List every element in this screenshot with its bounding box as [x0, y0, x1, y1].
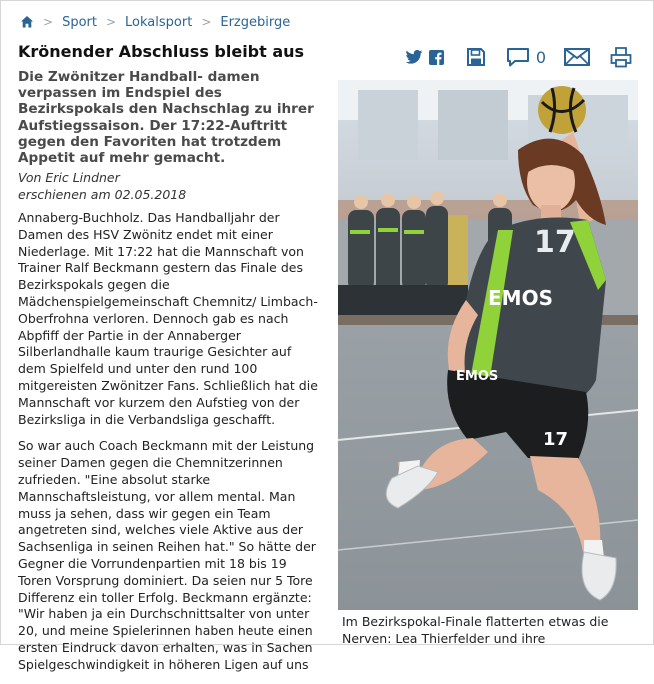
chevron-right-icon: > [105, 15, 117, 29]
shorts-sponsor-text: EMOS [456, 369, 499, 384]
twitter-icon [405, 50, 423, 64]
home-icon[interactable] [20, 15, 34, 29]
save-button[interactable] [466, 47, 486, 67]
article-date: erschienen am 02.05.2018 [18, 187, 187, 202]
handball-player-photo [338, 80, 638, 610]
email-share-button[interactable] [564, 48, 590, 66]
print-icon [610, 46, 632, 68]
jersey-sponsor-text: EMOS [488, 286, 553, 310]
mail-icon [564, 48, 590, 66]
breadcrumb-link-lokalsport[interactable]: Lokalsport [125, 14, 193, 30]
comments-button[interactable] [506, 47, 546, 67]
photo-caption: Im Bezirkspokal-Finale flatterten etwas die Nerven: Lea Thierfelder und ihre [342, 614, 609, 646]
shorts-number: 17 [543, 429, 569, 450]
facebook-share-button[interactable] [429, 50, 444, 65]
jersey-number: 17 [534, 225, 576, 260]
article-photo[interactable] [338, 80, 638, 610]
breadcrumb [20, 12, 290, 32]
comment-icon [506, 47, 530, 67]
print-button[interactable] [610, 46, 632, 68]
article-author: Von Eric Lindner [18, 170, 120, 185]
twitter-share-button[interactable] [405, 50, 423, 64]
article-lead: Die Zwönitzer Handball- damen verpassen im Endspiel des Bezirkspokals den Nachschlag zu ihrer Aufstiegssaison. Der 17:22-Auftritt gegen den Favoriten hat trotzdem Appetit auf mehr gemacht. [18, 69, 314, 167]
share-toolbar [391, 46, 632, 68]
article-paragraph: Annaberg-Buchholz. Das Handballjahr der Damen des HSV Zwönitz endet mit einer Niederlage. Mit 17:22 hat die Mannschaft von Trainer Ralf Beckmann gestern das Finale des Bezirkspokals gegen die Mädchenspielgemeinschaft Chemnitz/ Limbach-Oberfrohna verloren. Dennoch gab es nach Abpfiff der Partie in der Annaberger Silberlandhalle kaum traurige Gesichter auf dem Spielfeld und unter den rund 100 mitgereisten Zwönitzer Fans. Schließlich hat die Mannschaft vor kurzem den Aufstieg von der Bezirksliga in die Verbandsliga geschafft. [18, 210, 318, 427]
save-icon [466, 47, 486, 67]
article-paragraph: So war auch Coach Beckmann mit der Leistung seiner Damen gegen die Chemnitzerinnen zufrieden. "Eine absolut starke Mannschaftsleistung, vor allem mental. Man muss ja sehen, dass wir gegen ein Team angetreten sind, welches viele Aktive aus der Sachsenliga in seinen Reihen hat." So hätte der Gegner die Vorrundenpartien mit 18 bis 19 Toren Vorsprung dominiert. Da seien nur 5 Tore Differenz ein toller Erfolg. Beckmann ergänzte: "Wir haben ja ein Durchschnittsalter von unter 20, und meine Spielerinnen haben heute einen ersten Eindruck davon erhalten, was in Sachen Spielgeschwindigkeit in höheren Ligen auf uns [18, 438, 316, 672]
facebook-icon [429, 50, 444, 65]
chevron-right-icon: > [43, 15, 54, 29]
chevron-right-icon: > [201, 15, 212, 29]
breadcrumb-link-erzgebirge[interactable]: Erzgebirge [220, 14, 291, 30]
breadcrumb-link-sport[interactable]: Sport [62, 14, 97, 30]
comment-count: 0 [535, 47, 546, 67]
article-body [18, 210, 323, 684]
article-title: Krönender Abschluss bleibt aus [18, 42, 305, 61]
